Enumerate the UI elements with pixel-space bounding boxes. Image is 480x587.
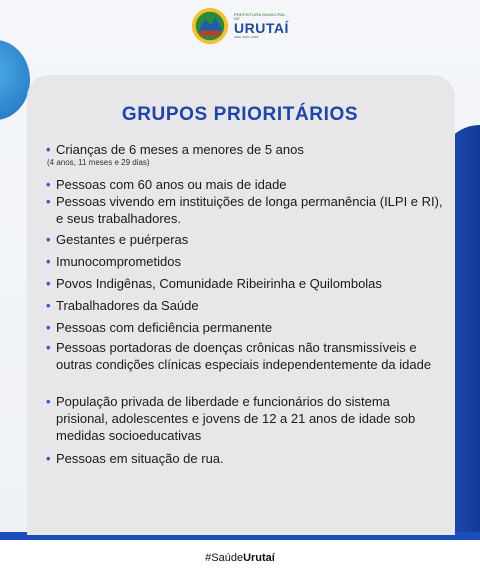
- logo-name: URUTAÍ: [233, 20, 289, 36]
- list-item-text: • Povos Indigênas, Comunidade Ribeirinha e Quilombolas: [56, 276, 382, 291]
- list-item: [47, 450, 445, 467]
- list-item-text: • Trabalhadores da Saúde: [56, 298, 199, 313]
- list-item: [47, 193, 445, 227]
- hashtag-prefix: #Saúde: [205, 552, 244, 564]
- list-item-text: • Pessoas com 60 anos ou mais de idade: [56, 177, 287, 192]
- list-item-note: (4 anos, 11 meses e 29 dias): [47, 158, 150, 167]
- list-item-text: • Crianças de 6 meses a menores de 5 anos: [56, 142, 304, 157]
- hashtag-footer: [0, 552, 480, 564]
- list-item: [47, 176, 445, 193]
- hashtag-bold: Urutaí: [243, 552, 275, 564]
- list-item: [47, 141, 445, 167]
- list-item-text: • Pessoas vivendo em instituições de longa permanência (ILPI e RI), e seus trabalhadores.: [56, 194, 443, 226]
- list-item: [47, 339, 445, 373]
- prefeitura-logo: [190, 4, 290, 48]
- logo-prefix: PREFEITURA MUNICIPAL DE: [233, 12, 286, 21]
- list-item: [47, 253, 445, 270]
- list-item-text: • Pessoas com deficiência permanente: [56, 320, 273, 335]
- list-item-text: • Pessoas em situação de rua.: [56, 451, 224, 466]
- list-item-text: • Pessoas portadoras de doenças crônicas não transmissíveis e outras condições clínicas especiais independentemente da idade: [56, 340, 432, 372]
- municipal-seal-icon: [190, 5, 230, 47]
- page-title: GRUPOS PRIORITÁRIOS: [121, 104, 359, 125]
- list-item-text: • População privada de liberdade e funcionários do sistema prisional, adolescentes e jovens de 12 a 21 anos de idade sob medidas socioeducativas: [56, 394, 416, 443]
- list-item: [47, 275, 445, 292]
- list-item: [47, 319, 445, 336]
- list-item-text: • Imunocomprometidos: [56, 254, 181, 269]
- list-item: [47, 393, 445, 444]
- list-item: [47, 231, 445, 248]
- list-item: [47, 297, 445, 314]
- logo-subtitle: ADM. 2025 | 2028: [233, 35, 259, 39]
- list-item-text: • Gestantes e puérperas: [56, 232, 189, 247]
